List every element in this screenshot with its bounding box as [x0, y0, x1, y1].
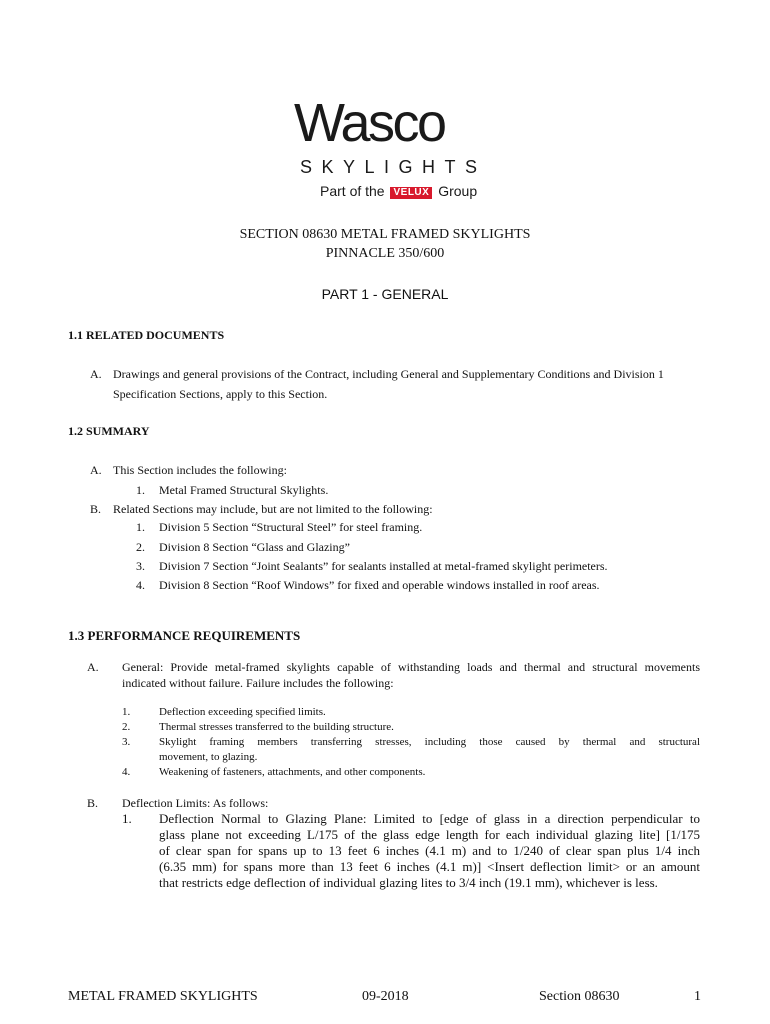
page-number: 1: [694, 989, 701, 1004]
item-marker: A.: [90, 367, 102, 381]
footer-date: 09-2018: [362, 989, 409, 1004]
list-number: 3.: [122, 736, 131, 748]
list-item-line: (6.35 mm) for spans more than 13 feet 6 inches (4.1 m)] <Insert deflection limit> or an amount: [159, 859, 700, 874]
logo-tagline: [320, 184, 477, 199]
list-item: Thermal stresses transferred to the building structure.: [159, 721, 394, 733]
footer-section: Section 08630: [539, 989, 620, 1004]
list-item: Division 5 Section “Structural Steel” for steel framing.: [159, 520, 423, 534]
heading-1-1: 1.1 RELATED DOCUMENTS: [68, 328, 225, 342]
list-item-line: glass plane not exceeding L/175 of the glass edge length for each individual glazing lite] [1/175: [159, 827, 700, 842]
list-item: Division 8 Section “Glass and Glazing”: [159, 540, 350, 554]
wasco-logo: [292, 93, 487, 202]
list-item: Division 8 Section “Roof Windows” for fixed and operable windows installed in roof areas.: [159, 578, 600, 592]
logo-wordmark: Wasco: [294, 93, 445, 153]
list-number: 2.: [136, 540, 145, 554]
paragraph-line: indicated without failure. Failure includes the following:: [122, 676, 394, 690]
list-item-line: that restricts edge deflection of individual glazing lites to 3/4 inch (19.1 mm), whichever is less.: [159, 875, 658, 890]
paragraph-line: This Section includes the following:: [113, 463, 287, 477]
list-number: 3.: [136, 559, 145, 573]
list-number: 4.: [122, 766, 131, 778]
item-marker: A.: [90, 463, 102, 477]
list-number: 1.: [122, 706, 131, 718]
item-marker: B.: [90, 502, 102, 516]
list-item-line: of clear span for spans up to 13 feet 6 inches (4.1 m) and to 1/240 of clear span plus 1/4 inch: [159, 843, 700, 858]
paragraph-line: Drawings and general provisions of the Contract, including General and Supplementary Conditions and Division 1: [113, 367, 664, 381]
paragraph-line: General: Provide metal-framed skylights capable of withstanding loads and thermal and structural movements: [122, 660, 700, 674]
part-heading: PART 1 - GENERAL: [321, 286, 449, 302]
item-marker: A.: [87, 660, 99, 674]
section-title: SECTION 08630 METAL FRAMED SKYLIGHTS: [239, 227, 531, 242]
logo-group: Group: [438, 183, 478, 199]
logo-subtitle: SKYLIGHTS: [300, 157, 487, 177]
list-number: 1.: [136, 520, 145, 534]
velux-badge: VELUX: [390, 187, 432, 199]
heading-1-2: 1.2 SUMMARY: [68, 424, 150, 438]
list-item: Deflection exceeding specified limits.: [159, 706, 326, 718]
list-item: Metal Framed Structural Skylights.: [159, 483, 329, 497]
product-title: PINNACLE 350/600: [325, 246, 445, 261]
paragraph-line: Deflection Limits: As follows:: [122, 796, 269, 810]
list-item: Weakening of fasteners, attachments, and other components.: [159, 766, 426, 778]
list-number: 1.: [122, 811, 132, 826]
item-marker: B.: [87, 796, 99, 810]
list-number: 4.: [136, 578, 145, 592]
list-item-line: Deflection Normal to Glazing Plane: Limited to [edge of glass in a direction perpendicular to: [159, 811, 700, 826]
logo-part-of: Part of the: [320, 183, 385, 199]
list-number: 1.: [136, 483, 145, 497]
list-item: Skylight framing members transferring stresses, including those caused by thermal and structural: [159, 736, 700, 748]
footer-title: METAL FRAMED SKYLIGHTS: [68, 989, 258, 1004]
paragraph-line: Specification Sections, apply to this Section.: [113, 387, 328, 401]
list-item: Division 7 Section “Joint Sealants” for sealants installed at metal-framed skylight perimeters.: [159, 559, 608, 573]
paragraph-line: Related Sections may include, but are not limited to the following:: [113, 502, 433, 516]
list-item: movement, to glazing.: [159, 751, 258, 763]
list-number: 2.: [122, 721, 131, 733]
heading-1-3: 1.3 PERFORMANCE REQUIREMENTS: [68, 628, 301, 643]
